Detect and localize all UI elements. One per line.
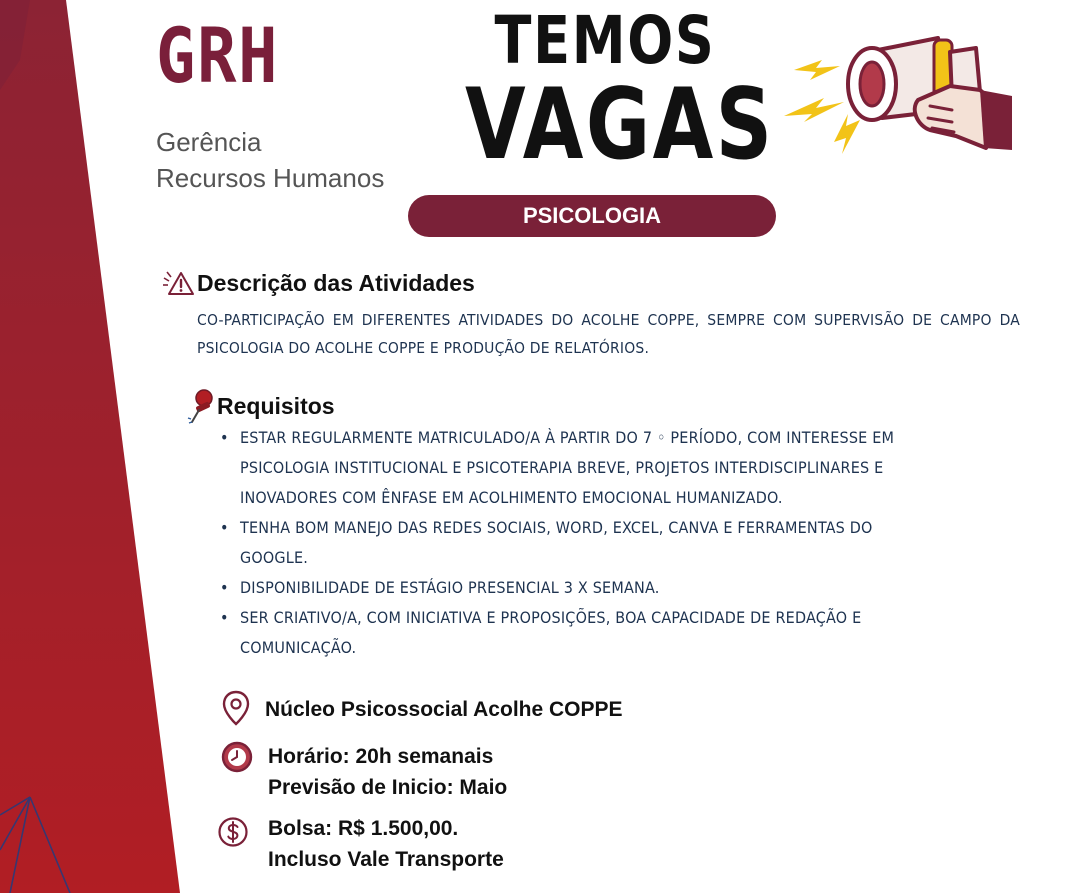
- headline-line2: VAGAS: [465, 68, 775, 182]
- list-item: • DISPONIBILIDADE DE ESTÁGIO PRESENCIAL 3 X SEMANA.: [240, 573, 940, 603]
- map-pin-icon: [222, 690, 250, 726]
- schedule-line2: Previsão de Inicio: Maio: [268, 776, 508, 799]
- pay-text: [268, 813, 504, 875]
- pay-line2: Incluso Vale Transporte: [268, 848, 504, 871]
- description-body: CO-PARTICIPAÇÃO EM DIFERENTES ATIVIDADES DO ACOLHE COPPE, SEMPRE COM SUPERVISÃO DE CAMPO DA PSICOLOGIA DO ACOLHE COPPE E PRODUÇÃO DE RELATÓRIOS.: [197, 311, 1020, 357]
- list-item: • SER CRIATIVO/A, COM INICIATIVA E PROPOSIÇÕES, BOA CAPACIDADE DE REDAÇÃO E COMUNICAÇÃO.: [240, 603, 940, 663]
- dollar-icon: [217, 816, 249, 848]
- list-item: • TENHA BOM MANEJO DAS REDES SOCIAIS, WORD, EXCEL, CANVA E FERRAMENTAS DO GOOGLE.: [240, 513, 940, 573]
- schedule-line1: Horário: 20h semanais: [268, 745, 494, 768]
- logo-subtitle-line1: Gerência: [156, 127, 262, 157]
- brand-logo: [156, 11, 385, 196]
- area-badge: PSICOLOGIA: [408, 195, 776, 237]
- pay-line1: Bolsa: R$ 1.500,00.: [268, 817, 459, 840]
- requirements-title: Requisitos: [217, 393, 335, 419]
- headline: [430, 2, 780, 182]
- logo-subtitle: [156, 124, 384, 196]
- requirements-list: [214, 423, 940, 663]
- location-text: Núcleo Psicossocial Acolhe COPPE: [265, 698, 623, 721]
- logo-mark: GRH: [156, 11, 280, 100]
- megaphone-icon: [780, 30, 1020, 160]
- list-item: • ESTAR REGULARMENTE MATRICULADO/A À PARTIR DO 7 ◦ PERÍODO, COM INTERESSE EM PSICOLOGIA INSTITUCIONAL E PSICOTERAPIA BREVE, PROJETOS INTERDISCIPLINARES E INOVADORES COM ÊNFASE EM ACOLHIMENTO EMOCIONAL HUMANIZADO.: [240, 423, 940, 513]
- schedule-text: [268, 741, 507, 803]
- description-title: Descrição das Atividades: [197, 270, 475, 296]
- clock-icon: [220, 740, 254, 774]
- warning-icon: [162, 268, 196, 298]
- headline-line1: TEMOS: [494, 2, 716, 79]
- logo-subtitle-line2: Recursos Humanos: [156, 163, 385, 193]
- pushpin-icon: [186, 388, 216, 428]
